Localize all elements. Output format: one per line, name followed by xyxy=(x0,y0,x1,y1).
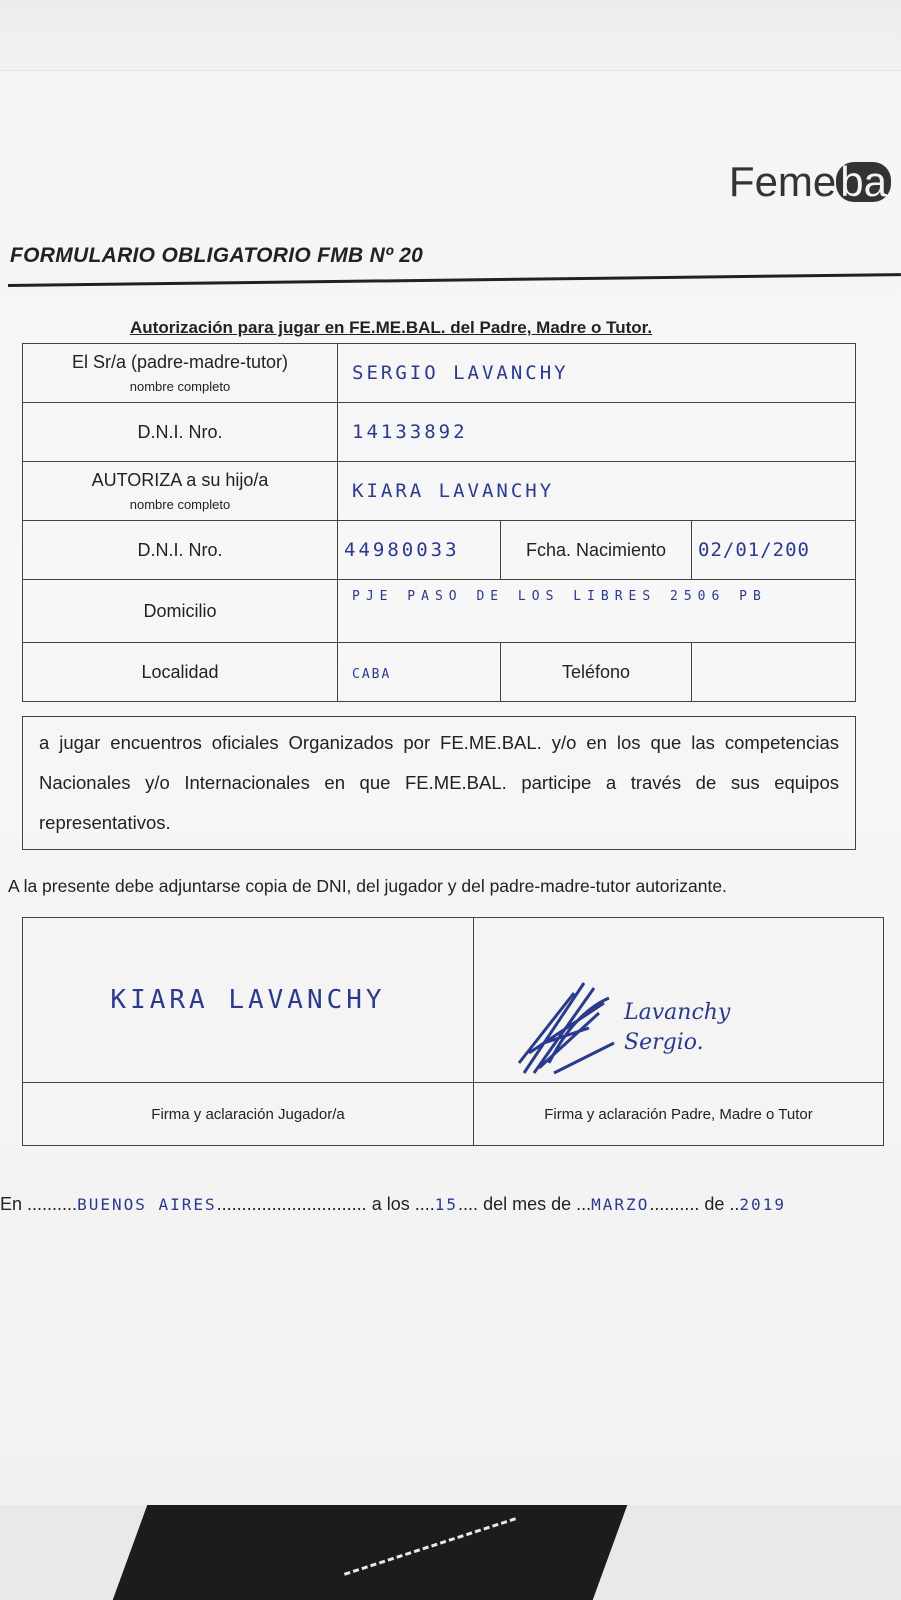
fecha-label-cell: Fcha. Nacimiento xyxy=(501,521,692,580)
player-caption: Firma y aclaración Jugador/a xyxy=(23,1083,474,1146)
city-field[interactable]: CABA xyxy=(338,643,501,702)
tutor-label-cell: El Sr/a (padre-madre-tutor) nombre completo xyxy=(23,344,338,403)
birthdate-field[interactable]: 02/01/200 xyxy=(692,521,856,580)
parent-signature-box[interactable] xyxy=(474,918,884,1083)
localidad-label-cell: Localidad xyxy=(23,643,338,702)
address-field[interactable]: PJE PASO DE LOS LIBRES 2506 PB xyxy=(338,580,856,643)
authorization-table xyxy=(22,343,856,702)
dni2-label-cell: D.N.I. Nro. xyxy=(23,521,338,580)
city-value[interactable]: BUENOS AIRES xyxy=(77,1195,217,1214)
parent-caption: Firma y aclaración Padre, Madre o Tutor xyxy=(474,1083,884,1146)
player-signature: KIARA LAVANCHY xyxy=(110,985,386,1015)
tutor-name-field[interactable]: SERGIO LAVANCHY xyxy=(338,344,856,403)
day-value[interactable]: 15 xyxy=(434,1195,459,1214)
month-value[interactable]: MARZO xyxy=(591,1195,650,1214)
dni1-label-cell: D.N.I. Nro. xyxy=(23,403,338,462)
parent-signature: Lavanchy Sergio. xyxy=(624,1000,731,1055)
form-subtitle: Autorización para jugar en FE.ME.BAL. del Padre, Madre o Tutor. xyxy=(130,318,653,337)
tutor-dni-field[interactable]: 14133892 xyxy=(338,403,856,462)
signature-table xyxy=(22,917,884,1146)
femebal-logo: Femeba xyxy=(729,158,891,206)
place-date-line: En ..........BUENOS AIRES.............................. a los ....15.... del mes de ...MARZO.......... de ..2019 xyxy=(0,1194,786,1214)
year-value[interactable]: 2019 xyxy=(739,1195,786,1214)
dark-pad xyxy=(113,1505,628,1600)
player-signature-box[interactable] xyxy=(23,918,474,1083)
authorization-paragraph: a jugar encuentros oficiales Organizados por FE.ME.BAL. y/o en los que las competencias Nacionales y/o Internacionales en que FE.ME.BAL. participe a través de sus equipos representativos. xyxy=(22,716,856,850)
phone-field[interactable] xyxy=(692,643,856,702)
attachment-note: A la presente debe adjuntarse copia de DNI, del jugador y del padre-madre-tutor autorizante. xyxy=(8,876,727,896)
form-title: FORMULARIO OBLIGATORIO FMB Nº 20 xyxy=(10,244,424,267)
autoriza-label-cell: AUTORIZA a su hijo/a nombre completo xyxy=(23,462,338,521)
telefono-label-cell: Teléfono xyxy=(501,643,692,702)
child-name-field[interactable]: KIARA LAVANCHY xyxy=(338,462,856,521)
domicilio-label-cell: Domicilio xyxy=(23,580,338,643)
background-surface xyxy=(0,1505,901,1600)
paper-fold xyxy=(0,0,901,71)
signature-scribble-icon xyxy=(514,973,624,1083)
child-dni-field[interactable]: 44980033 xyxy=(338,521,501,580)
